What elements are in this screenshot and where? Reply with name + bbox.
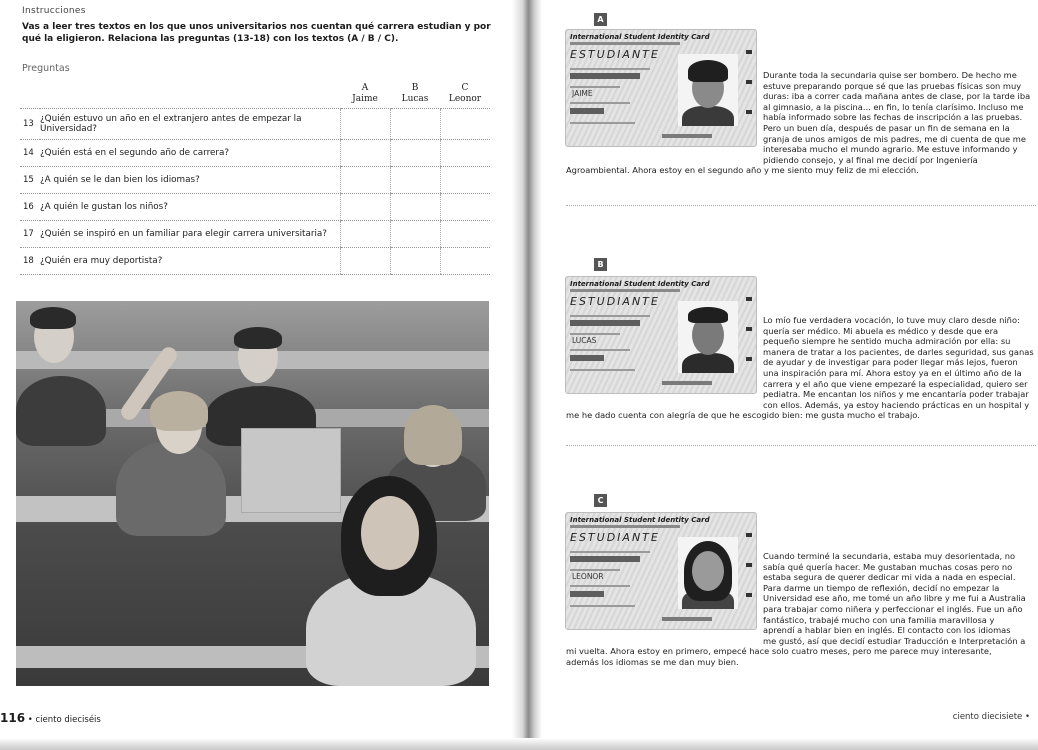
page-bottom-edge [0,738,1038,750]
text-a-badge: A [594,13,607,26]
answer-cell-b[interactable] [390,108,440,139]
answer-cell-b[interactable] [390,166,440,193]
card-title: International Student Identity Card [570,280,710,288]
text-a-body: Durante toda la secundaria quise ser bombero. De hecho me estuve preparando porque sé que las pruebas físicas son muy duras: iba a correr cada mañana antes de clase, por la tarde iba al gimnasio, a la piscina... en fin, lo tenía clarísimo. Incluso me había informado sobre las fechas de inscripción a las pruebas. Pero un buen día, después de pasar un fin de semana en la granja de unos amigos de mis padres, me di cuenta de que me interesaba mucho el mundo agrario. Me estuve informando y pidiendo consejo, y al final me decidí por Ingeniería Agroambiental. Ahora estoy en el segundo año y me siento muy feliz de mi elección. [566,70,1031,176]
question-text: ¿Quién era muy deportista? [40,247,340,274]
card-student-name: LEONOR [572,572,604,581]
dotted-separator [566,205,1036,206]
card-estudiante: ESTUDIANTE [570,531,660,544]
classroom-photo [16,301,489,686]
photo-student-hair [404,405,462,465]
answer-cell-b[interactable] [390,193,440,220]
text-c-paragraph [566,551,1026,668]
table-row [20,220,490,247]
text-b-badge: B [594,258,607,271]
column-header-a: A Jaime [340,80,390,108]
folio-right [953,712,1030,722]
question-number: 13 [20,108,40,139]
text-c-badge: C [594,494,607,507]
photo-student-hair [150,391,208,431]
table-row [20,193,490,220]
text-b-paragraph [566,315,1034,421]
card-subtitle-strip [570,289,680,292]
card-subtitle-strip [570,42,680,45]
text-wrap-spacer [566,551,763,636]
question-number: 18 [20,247,40,274]
questions-table [20,80,490,275]
table-row [20,247,490,274]
answer-cell-c[interactable] [440,139,490,166]
question-number: 15 [20,166,40,193]
card-edge-mark [746,50,752,54]
column-header-c: C Leonor [440,80,490,108]
answer-cell-a[interactable] [340,247,390,274]
answer-cell-b[interactable] [390,139,440,166]
answer-cell-a[interactable] [340,108,390,139]
book-gutter [512,0,542,750]
question-number: 17 [20,220,40,247]
answer-cell-a[interactable] [340,139,390,166]
photo-student [16,376,106,446]
text-wrap-spacer [566,70,763,165]
table-row [20,139,490,166]
question-text: ¿Quién está en el segundo año de carrera? [40,139,340,166]
photo-laptop [241,428,341,513]
folio-bullet: • [27,715,33,725]
page-number-left: 116 [0,711,26,725]
text-b-body: Lo mío fue verdadera vocación, lo tuve muy claro desde niño: quería ser médico. Mi abuela es médico y desde que era pequeño siempre he sentido mucha admiración por ella: su manera de tratar a los pacientes, de darles seguridad, sus ganas de ayudar y de investigar para poder llegar más lejos, fueron una inspiración para mí. Ahora estoy ya en el último año de la carrera y el año que viene empezaré la especialidad, quiero ser pediatra. Me encantan los niños y me encantaría poder trabajar con ellos. Además, ya estoy haciendo prácticas en un hospital y me he dado cuenta con alegría de que he escogido bien: me gusta mucho el trabajo. [566,315,1034,421]
answer-cell-a[interactable] [340,220,390,247]
card-title: International Student Identity Card [570,516,710,524]
questions-label: Preguntas [22,63,70,74]
question-text: ¿Quién estuvo un año en el extranjero antes de empezar la Universidad? [40,108,340,139]
question-text: ¿Quién se inspiró en un familiar para elegir carrera universitaria? [40,220,340,247]
instructions-text: Vas a leer tres textos en los que unos universitarios nos cuentan qué carrera estudian y por qué la eligieron. Relaciona las preguntas (13-18) con los textos (A / B / C). [22,22,491,44]
photo-student [116,441,226,536]
card-student-name: LUCAS [572,336,597,345]
instructions-heading: Instrucciones [22,6,86,16]
table-row [20,108,490,139]
answer-cell-c[interactable] [440,193,490,220]
dotted-separator [566,445,1036,446]
answer-cell-c[interactable] [440,247,490,274]
photo-student-face [361,496,419,570]
photo-student-hair [234,327,282,349]
text-c-body: Cuando terminé la secundaria, estaba muy desorientada, no sabía qué quería hacer. Me gustaban muchas cosas pero no estaba segura de querer dedicar mi vida a nada en especial. Para darme un tiempo de reflexión, decidí no empezar la Universidad ese año, me tomé un año libre y me fui a Australia para trabajar como niñera y perfeccionar el inglés. Fue un año fantástico, trabajé mucho con una familia maravillosa y aprendí a hablar bien en inglés. El contacto con los idiomas me gustó, así que decidí estudiar Traducción e Interpretación a mi vuelta. Ahora estoy en primero, empecé hace solo cuatro meses, pero me parece muy interesante, además los idiomas se me dan muy bien. [566,551,1026,667]
card-edge-mark [746,297,752,301]
table-header-row [20,80,490,108]
page-number-left-text: ciento dieciséis [35,715,101,725]
answer-cell-c[interactable] [440,220,490,247]
column-header-b: B Lucas [390,80,440,108]
question-text: ¿A quién se le dan bien los idiomas? [40,166,340,193]
question-text: ¿A quién le gustan los niños? [40,193,340,220]
card-estudiante: ESTUDIANTE [570,48,660,61]
card-subtitle-strip [570,525,680,528]
question-number: 16 [20,193,40,220]
folio-left [0,711,101,725]
card-edge-mark [746,533,752,537]
card-title: International Student Identity Card [570,33,710,41]
photo-student-hair [30,307,76,329]
answer-cell-a[interactable] [340,166,390,193]
answer-cell-a[interactable] [340,193,390,220]
page-number-right-text: ciento diecisiete [952,712,1023,722]
card-student-name: JAIME [572,89,593,98]
answer-cell-c[interactable] [440,108,490,139]
question-number: 14 [20,139,40,166]
card-estudiante: ESTUDIANTE [570,295,660,308]
answer-cell-b[interactable] [390,220,440,247]
table-row [20,166,490,193]
answer-cell-b[interactable] [390,247,440,274]
text-wrap-spacer [566,315,763,400]
text-a-paragraph [566,70,1034,176]
folio-bullet: • [1024,712,1030,722]
answer-cell-c[interactable] [440,166,490,193]
